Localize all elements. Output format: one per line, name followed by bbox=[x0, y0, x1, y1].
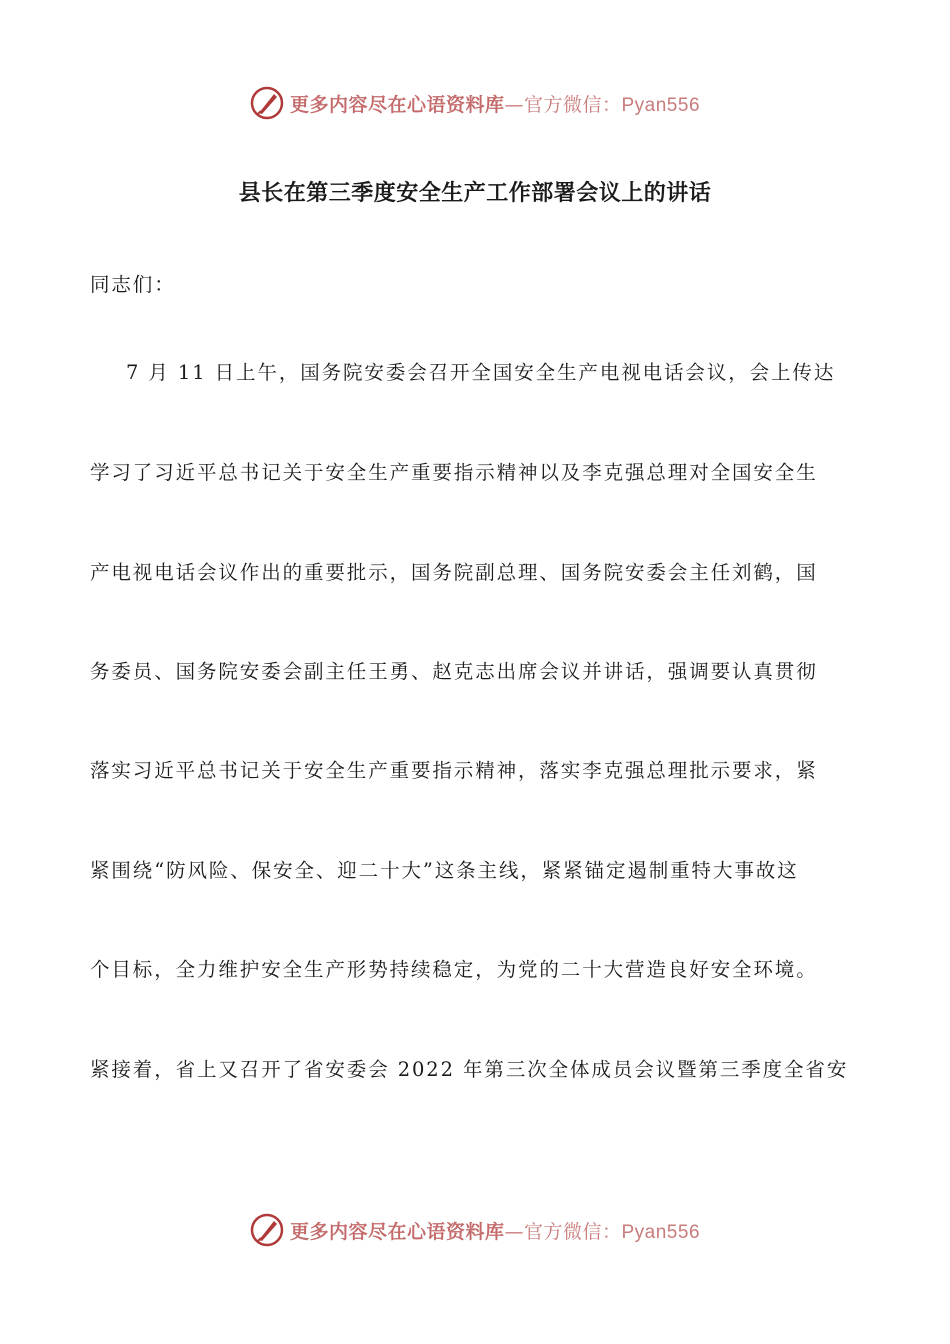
body-line-4: 务委员、国务院安委会副主任王勇、赵克志出席会议并讲话，强调要认真贯彻 bbox=[90, 660, 818, 683]
watermark-text bbox=[290, 90, 700, 117]
watermark-wechat-id: Pyan556 bbox=[621, 1221, 701, 1243]
body-line-7: 个目标，全力维护安全生产形势持续稳定，为党的二十大营造良好安全环境。 bbox=[90, 958, 818, 981]
watermark-wechat-label: 官方微信： bbox=[523, 1220, 622, 1243]
watermark-banner-top bbox=[0, 83, 950, 123]
body-line-8: 紧接着，省上又召开了省安委会 2022 年第三次全体成员会议暨第三季度全省安 bbox=[90, 1058, 849, 1081]
body-line-2: 学习了习近平总书记关于安全生产重要指示精神以及李克强总理对全国安全生 bbox=[90, 461, 818, 484]
quill-pen-icon bbox=[250, 1213, 284, 1247]
watermark-dash: — bbox=[504, 93, 524, 116]
watermark-wechat-label: 官方微信： bbox=[523, 93, 622, 116]
document-title: 县长在第三季度安全生产工作部署会议上的讲话 bbox=[238, 181, 712, 206]
body-line-5: 落实习近平总书记关于安全生产重要指示精神，落实李克强总理批示要求，紧 bbox=[90, 759, 818, 782]
body-line-6: 紧围绕“防风险、保安全、迎二十大”这条主线，紧紧锚定遏制重特大事故这 bbox=[90, 859, 799, 882]
watermark-banner-bottom bbox=[0, 1210, 950, 1250]
watermark-text bbox=[290, 1217, 700, 1244]
body-line-1: 7 月 11 日上午，国务院安委会召开全国安全生产电视电话会议，会上传达 bbox=[126, 361, 836, 384]
watermark-wechat-id: Pyan556 bbox=[621, 94, 701, 116]
salutation: 同志们： bbox=[90, 273, 176, 296]
watermark-dash: — bbox=[504, 1220, 524, 1243]
quill-pen-icon bbox=[250, 86, 284, 120]
watermark-brand: 更多内容尽在心语资料库 bbox=[289, 93, 505, 116]
body-line-3: 产电视电话会议作出的重要批示，国务院副总理、国务院安委会主任刘鹤，国 bbox=[90, 561, 818, 584]
watermark-brand: 更多内容尽在心语资料库 bbox=[289, 1220, 505, 1243]
